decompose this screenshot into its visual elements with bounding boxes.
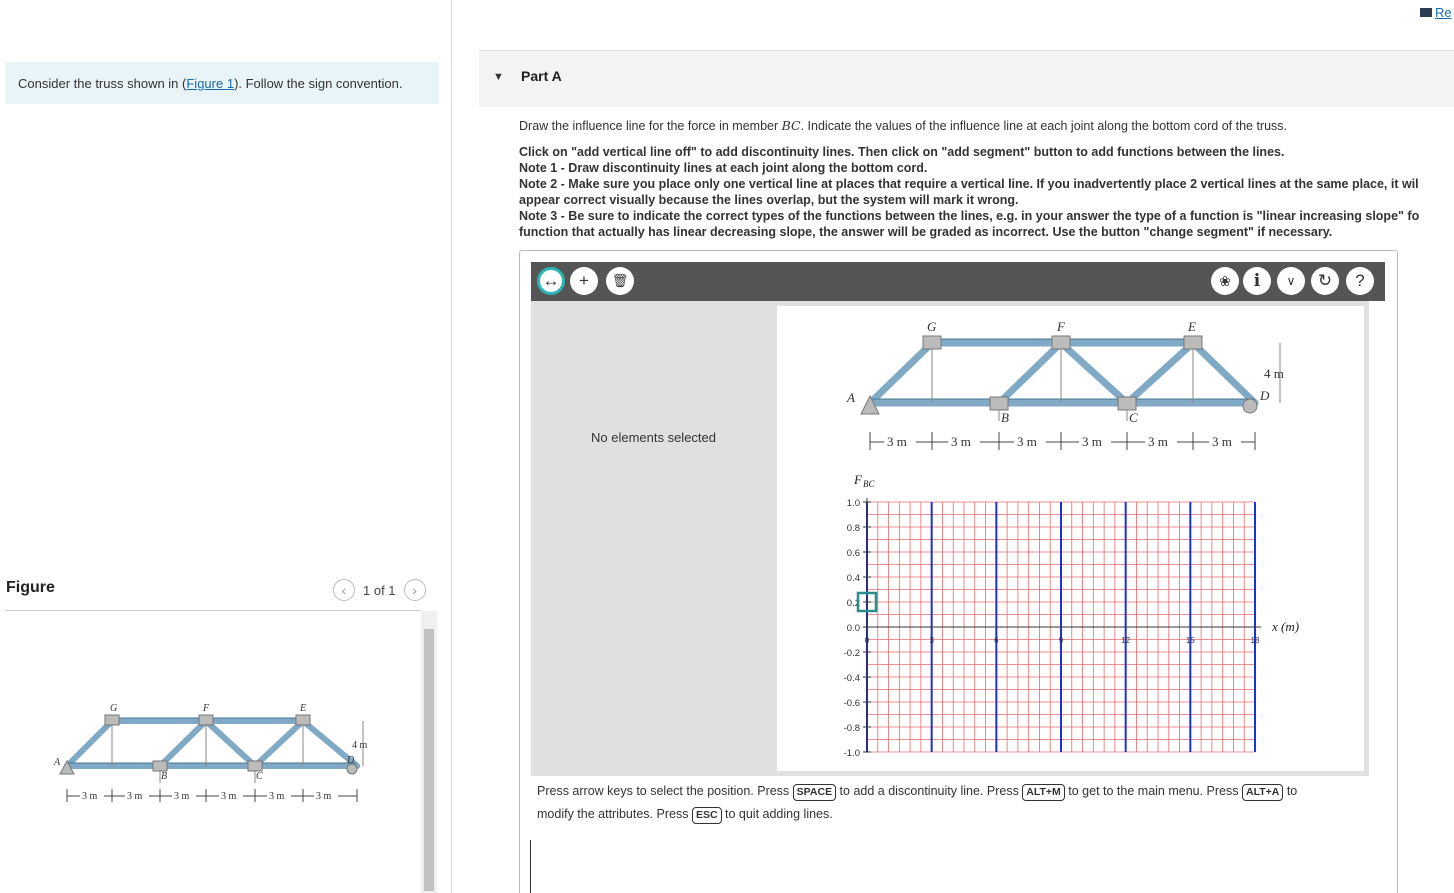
x-tick-label: 6 — [994, 636, 999, 645]
reset-icon[interactable]: ↻ — [1311, 267, 1339, 295]
x-tick-label: 15 — [1185, 636, 1195, 645]
part-header[interactable] — [479, 50, 1454, 107]
keyboard-instructions — [537, 780, 1367, 826]
truss-thumbnail — [53, 703, 368, 802]
question-line2: Click on "add vertical line off" to add discontinuity lines. Then click on "add segment" button to add functions between the lines. — [519, 145, 1285, 159]
intro-text-after: ). Follow the sign convention. — [234, 76, 403, 91]
member-name: BC — [781, 118, 801, 133]
svg-text:F: F — [1057, 319, 1065, 334]
graph-svg[interactable] — [777, 306, 1364, 776]
y-tick-label: 0.0 — [846, 623, 860, 634]
svg-text:3 m: 3 m — [1017, 434, 1037, 449]
attributes-panel — [531, 301, 776, 776]
y-tick-label: -0.6 — [843, 698, 860, 709]
question-note2a: Note 2 - Make sure you place only one vertical line at places that require a vertical line. If you inadvertently place 2 vertical lines at the same place, it wil — [519, 177, 1419, 191]
add-vertical-line-icon[interactable]: ↔ — [537, 267, 565, 295]
instr-t3: to get to the main menu. Press — [1064, 784, 1242, 798]
y-tick-label: 0.2 — [846, 598, 860, 609]
x-axis-label: x (m) — [1272, 619, 1300, 634]
instr-t2: to add a discontinuity line. Press — [836, 784, 1023, 798]
svg-text:3 m: 3 m — [887, 434, 907, 449]
toolbar — [531, 262, 1385, 301]
tool-border-left — [530, 840, 531, 893]
x-tick-label: 18 — [1250, 636, 1260, 645]
dropdown-icon[interactable]: ∨ — [1277, 267, 1305, 295]
y-tick-label: 0.4 — [846, 573, 860, 584]
question-note3b: function that actually has linear decreasing slope, the answer will be graded as incorrect. Use the button "change segment" if necessary. — [519, 225, 1333, 239]
y-tick-label: -0.4 — [843, 673, 860, 684]
figure-page-indicator: 1 of 1 — [363, 582, 396, 598]
hint-icon[interactable]: ❀ — [1211, 267, 1239, 295]
read-link[interactable] — [1420, 5, 1452, 20]
left-pane — [0, 0, 452, 893]
question-note1: Note 1 - Draw discontinuity lines at each joint along the bottom cord. — [519, 161, 928, 175]
intro-box — [5, 62, 439, 104]
instr-t5: modify the attributes. Press — [537, 807, 692, 821]
x-tick-label: 0 — [864, 636, 870, 645]
scrollbar-thumb[interactable] — [424, 629, 434, 891]
y-tick-label: 0.6 — [846, 548, 860, 559]
key-esc: ESC — [692, 807, 722, 824]
svg-text:G: G — [927, 319, 937, 334]
svg-text:3 m: 3 m — [1148, 434, 1168, 449]
graph-axes — [844, 498, 1261, 759]
svg-text:3 m: 3 m — [1212, 434, 1232, 449]
svg-text:D: D — [1260, 388, 1270, 403]
instr-t1: Press arrow keys to select the position. Press — [537, 784, 793, 798]
help-icon[interactable]: ? — [1346, 267, 1374, 295]
svg-text:B: B — [161, 771, 168, 782]
part-title: Part A — [521, 68, 562, 84]
intro-text-before: Consider the truss shown in ( — [18, 76, 187, 91]
truss-diagram — [846, 319, 1284, 450]
instr-t4: to — [1283, 784, 1298, 798]
y-axis-label-sub: BC — [863, 479, 875, 489]
key-alt-m: ALT+M — [1022, 784, 1065, 801]
svg-text:4 m: 4 m — [352, 740, 368, 751]
svg-text:3 m: 3 m — [1082, 434, 1102, 449]
y-tick-label: 1.0 — [846, 498, 860, 509]
svg-text:A: A — [847, 390, 855, 405]
svg-text:F: F — [203, 703, 210, 714]
svg-text:3 m: 3 m — [174, 791, 190, 802]
instr-t6: to quit adding lines. — [721, 807, 833, 821]
svg-text:3 m: 3 m — [221, 791, 237, 802]
book-icon — [1420, 8, 1432, 17]
x-tick-label: 9 — [1058, 636, 1064, 645]
delete-icon[interactable]: 🗑 — [606, 267, 634, 295]
svg-text:B: B — [1001, 410, 1009, 425]
chevron-left-icon[interactable]: ‹ — [333, 579, 355, 601]
y-tick-label: -1.0 — [843, 748, 860, 759]
y-tick-label: 0.8 — [846, 523, 860, 534]
svg-text:D: D — [347, 755, 355, 766]
selection-status: No elements selected — [590, 430, 716, 445]
figure-scrollbar[interactable] — [421, 611, 437, 893]
chevron-right-icon[interactable]: › — [404, 579, 426, 601]
question-note3a: Note 3 - Be sure to indicate the correct types of the functions between the lines, e.g. in your answer the type of a function is "linear increasing slope" fo — [519, 209, 1420, 223]
question-note2b: appear correct visually because the lines overlap, but the system will mark it wrong. — [519, 193, 1019, 207]
y-tick-label: -0.2 — [843, 648, 860, 659]
svg-text:C: C — [1129, 410, 1138, 425]
read-link-label: Re — [1435, 5, 1452, 20]
svg-text:4 m: 4 m — [1264, 366, 1284, 381]
x-tick-label: 3 — [929, 636, 934, 645]
question-line1-after: . Indicate the values of the influence line at each joint along the bottom cord of the truss. — [800, 119, 1288, 133]
y-tick-label: -0.8 — [843, 723, 860, 734]
x-tick-label: 12 — [1121, 636, 1131, 645]
svg-text:G: G — [110, 703, 118, 714]
svg-text:E: E — [300, 703, 307, 714]
svg-text:3 m: 3 m — [269, 791, 285, 802]
svg-text:A: A — [54, 757, 61, 768]
svg-text:E: E — [1188, 319, 1196, 334]
figure-link[interactable]: Figure 1 — [186, 76, 235, 91]
figure-truss-thumbnail — [5, 611, 421, 893]
svg-text:3 m: 3 m — [951, 434, 971, 449]
svg-text:3 m: 3 m — [82, 791, 98, 802]
figure-nav — [333, 579, 426, 601]
key-alt-a: ALT+A — [1242, 784, 1283, 801]
figure-heading: Figure — [6, 579, 55, 596]
caret-down-icon[interactable]: ▼ — [493, 71, 504, 83]
add-segment-icon[interactable]: + — [570, 267, 598, 295]
svg-text:3 m: 3 m — [316, 791, 332, 802]
key-space: SPACE — [793, 784, 836, 801]
y-axis-label: F — [854, 472, 862, 487]
question-line1-before: Draw the influence line for the force in member — [519, 119, 782, 133]
graph-area[interactable] — [776, 301, 1369, 776]
svg-text:3 m: 3 m — [127, 791, 143, 802]
svg-text:C: C — [256, 771, 263, 782]
info-icon[interactable]: i — [1243, 267, 1271, 295]
question-text — [519, 118, 1454, 240]
question-main-line — [519, 118, 1454, 134]
